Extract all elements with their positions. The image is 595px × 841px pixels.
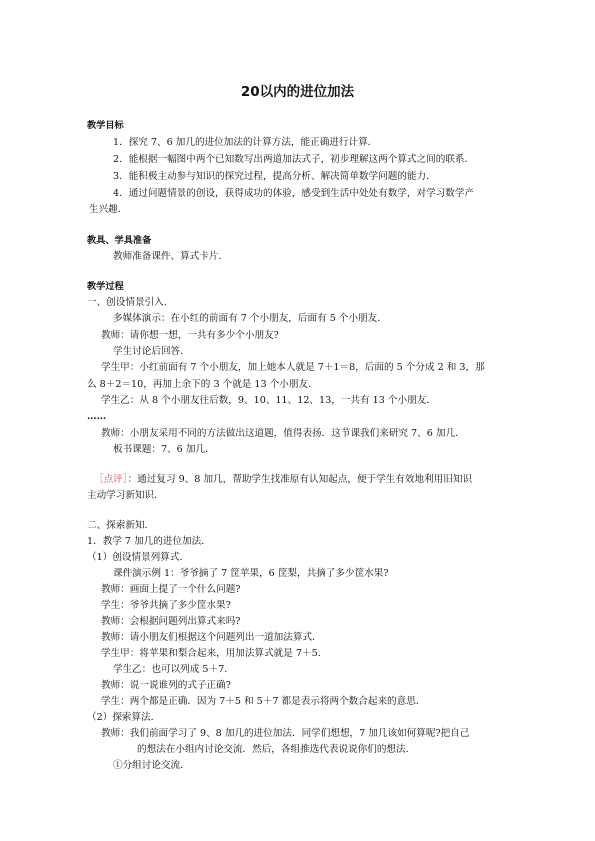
process-line: 学生甲：小红前面有 7 个小朋友，加上她本人就是 7＋1＝8，后面的 5 个分成 2 和 3，那	[101, 362, 485, 373]
explore-line: （2）探索算法．	[87, 712, 161, 723]
explore-line: 教师：我们前面学习了 9、8 加几的进位加法．同学们想想，7 加几该如何算呢?把自己	[101, 728, 470, 739]
section-heading-objectives: 教学目标	[87, 120, 124, 131]
comment-line	[94, 474, 472, 486]
process-line: 多媒体演示：在小红的前面有 7 个小朋友，后面有 5 个小朋友．	[113, 313, 387, 324]
objective-item: 3．能积极主动参与知识的探究过程，提高分析、解决简单数学问题的能力．	[113, 171, 436, 182]
explore-line: 的想法在小组内讨论交流．然后，各组推选代表说说你们的想法．	[137, 744, 416, 755]
explore-line: 1．教学 7 加几的进位加法．	[87, 536, 211, 547]
explore-line: 学生甲：将苹果和梨合起来，用加法算式就是 7＋5．	[101, 648, 328, 659]
explore-line: 课件演示例 1：爷爷摘了 7 筐苹果，6 筐梨，共摘了多少筐水果?	[113, 568, 389, 579]
explore-line: 教师：说一说谁列的式子正确?	[101, 680, 231, 691]
objective-item: 2．能根据一幅图中两个已知数写出两道加法式子，初步理解这两个算式之间的联系．	[113, 154, 475, 165]
comment-line-cont: 主动学习新知识．	[87, 490, 164, 501]
objective-item: 1．探究 7、6 加几的进位加法的计算方法，能正确进行计算．	[113, 137, 378, 148]
process-line: 教师：小朋友采用不同的方法做出这道题，值得表扬．这节课我们来研究 7、6 加几．	[101, 428, 465, 439]
explore-line: 学生乙：也可以列成 5＋7．	[113, 664, 234, 675]
objective-item-cont: 生兴趣．	[89, 204, 128, 215]
page-title: 20以内的进位加法	[240, 84, 355, 100]
explore-line: 学生：两个都是正确．因为 7＋5 和 5＋7 都是表示将两个数合起来的意思．	[101, 696, 426, 707]
process-line: 板书课题：7、6 加几．	[113, 444, 215, 455]
section-heading-materials: 教具、学具准备	[87, 235, 152, 246]
explore-line: 教师：会根据问题列出算式来吗?	[101, 616, 241, 627]
explore-line: ①分组讨论交流．	[113, 760, 190, 771]
explore-line: 教师：请小朋友们根据这个问题列出一道加法算式．	[101, 632, 322, 643]
comment-tag: ［点评］	[94, 474, 128, 485]
explore-line: 教师：画面上提了一个什么问题?	[101, 584, 241, 595]
process-line: 教师：请你想一想，一共有多少个小朋友?	[101, 330, 279, 341]
materials-text: 教师准备课件、算式卡片．	[113, 251, 229, 262]
process-line: 学生讨论后回答．	[113, 346, 190, 357]
comment-text: ：通过复习 9、8 加几，帮助学生找准原有认知起点，便于学生有效地利用旧知识	[127, 474, 473, 485]
section-heading-process: 教学过程	[87, 281, 124, 292]
objective-item: 4．通过问题情景的创设，获得成功的体验，感受到生活中处处有数学，对学习数学产	[113, 188, 475, 199]
process-line: 学生乙：从 8 个小朋友往后数，9、10、11、12、13，一共有 13 个小朋友．	[101, 395, 436, 406]
process-line: 么 8＋2＝10，再加上余下的 3 个就是 13 个小朋友．	[87, 379, 318, 390]
explore-line: 二、探索新知．	[87, 520, 155, 531]
process-line: 一、创设情景引入．	[87, 297, 174, 308]
ellipsis: ……	[87, 411, 107, 422]
explore-line: 学生：爷爷共摘了多少筐水果?	[101, 600, 231, 611]
explore-line: （1）创设情景列算式．	[87, 552, 190, 563]
